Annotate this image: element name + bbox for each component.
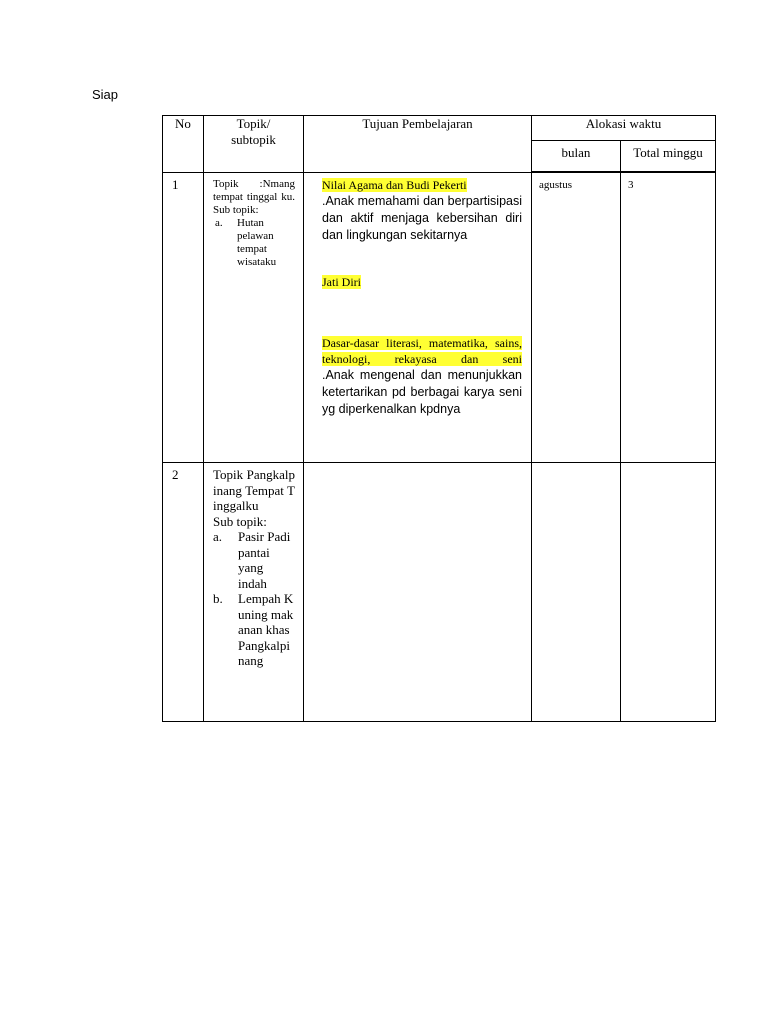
total-weeks-cell: 3 [621, 172, 716, 463]
lesson-plan-table [162, 115, 716, 722]
row-number: 2 [163, 463, 204, 722]
goal-description: .Anak memahami dan berpartisipasi dan aktif menjaga kebersihan diri dan lingkungan sekitarnya [322, 193, 522, 242]
subtopic-label: Sub topik: [213, 513, 267, 529]
header-total-weeks: Total minggu [621, 141, 716, 173]
row-number: 1 [163, 172, 204, 463]
goal-description: .Anak mengenal dan menunjukkan ketertarikan pd berbagai karya seni yg diperkenalkan kpdnya [322, 367, 522, 416]
learning-goals-cell [304, 172, 532, 463]
list-marker: a. [213, 529, 223, 544]
subtopic-label: Sub topik: [213, 203, 259, 216]
header-time-allocation: Alokasi waktu [532, 116, 716, 141]
document-header-label: Siap [92, 87, 119, 102]
table-row [163, 463, 716, 722]
goal-title-wrapper [322, 335, 522, 367]
month-cell [532, 463, 621, 722]
topic-title: Topik :Nmang tempat tinggal ku. [213, 177, 295, 203]
list-marker: a. [215, 216, 223, 229]
goal-block [322, 335, 522, 418]
goal-title-highlight: Jati Diri [322, 274, 361, 289]
month-cell: agustus [532, 172, 621, 463]
subtopic-text: Hutan pelawan tempat wisataku [237, 216, 277, 268]
list-item [213, 591, 295, 669]
list-marker: b. [213, 591, 223, 606]
topic-cell [204, 463, 304, 722]
header-topic: Topik/ subtopik [204, 116, 304, 173]
learning-goals-cell [304, 463, 532, 722]
goal-title-highlight: Nilai Agama dan Budi Pekerti [322, 177, 467, 192]
goal-block [322, 177, 522, 244]
subtopic-text: Lempah Kuning makanan khas Pangkalpinang [238, 591, 294, 668]
header-learning-goals: Tujuan Pembelajaran [304, 116, 532, 173]
list-item [213, 217, 295, 269]
subtopic-list [213, 217, 295, 269]
subtopic-list [213, 529, 295, 669]
topic-title: Topik Pangkalpinang Tempat Tinggalku [213, 467, 295, 513]
total-weeks-cell [621, 463, 716, 722]
subtopic-text: Pasir Padi pantai yang indah [238, 529, 291, 591]
list-item [213, 529, 295, 591]
header-no: No [163, 116, 204, 173]
header-month: bulan [532, 141, 621, 173]
goal-title-highlight: Dasar-dasar literasi, matematika, sains, teknologi, rekayasa dan seni [322, 335, 522, 366]
goal-block [322, 274, 522, 290]
table-row [163, 172, 716, 463]
topic-cell [204, 172, 304, 463]
